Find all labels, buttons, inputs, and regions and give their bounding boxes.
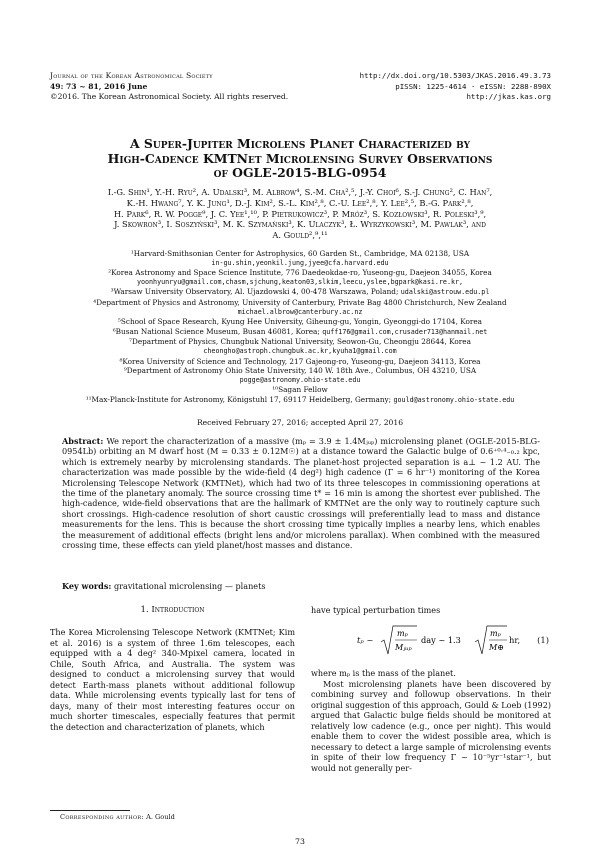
affiliation-item: ⁶Busan National Science Museum, Busan 46081, Korea; quff176@gmail.com,crusader713@hanmail.net [112, 326, 488, 336]
affiliation-item: ²Korea Astronomy and Space Science Institute, 776 Daedeokdae-ro, Yuseong-gu, Daejeon 34055, Korea [108, 268, 492, 278]
equation-lhs: tₚ ~ [357, 635, 374, 645]
frac1-numerator: mₚ [397, 629, 408, 638]
authors-line-1: I.-G. Shin¹, Y.-H. Ryu², A. Udalski³, M. Albrow⁴, S.-M. Cha²,⁵, J.-Y. Choi⁶, S.-J. Chung², C. Han⁷, [107, 187, 493, 197]
journal-identifiers [360, 71, 551, 103]
affiliation-item: ⁴Department of Physics and Astronomy, University of Canterbury, Private Bag 4800 Christchurch, New Zealand [93, 297, 507, 307]
authors-line-2: K.-H. Hwang⁷, Y. K. Jung¹, D.-J. Kim², S.-L. Kim²,⁸, C.-U. Lee²,⁸, Y. Lee²,⁵, B.-G. Park²,⁸, [126, 197, 474, 208]
journal-name: Journal of the Korean Astronomical Society [50, 71, 213, 80]
equation-number: (1) [537, 635, 549, 645]
affiliation-item: ⁷Department of Physics, Chungbuk National University, Seowon-Gu, Cheongju 28644, Korea [129, 337, 471, 347]
equation-body [311, 620, 511, 664]
abstract-text: We report the characterization of a massive (mₚ = 3.9 ± 1.4Mⱼᵤₚ) microlensing planet (OGLE-2015-BLG-0954Lb) orbiting an M dwarf host (M = 0.33 ± 0.12M☉) at a distance toward the Galactic bulge of 0.6⁺⁰·⁴₋₀.₂ kpc, which is extremely nearby by microlensing standards. The planet-host projected separation is a⊥ ~ 1.2 AU. The characterization was made possible by the wide-field (4 deg²) high cadence (Γ = 6 hr⁻¹) monitoring of the Korea Microlensing Telescope Network (KMTNet), which had two of its three telescopes in commissioning operations at the time of the planetary anomaly. The source crossing time t* = 16 min is among the shortest ever published. The high-cadence, wide-field observations that are the hallmark of KMTNet are the only way to routinely capture such short crossings. High-cadence resolution of short caustic crossings will preferentially lead to mass and distance measurements for the lens. This is because the short crossing time typically implies a nearby lens, which enables the measurement of additional effects (bright lens and/or microlens parallax). When combined with the measured crossing time, these effects can yield planet/host masses and distance. [62, 436, 541, 551]
title-line-3: of OGLE-2015-BLG-0954 [213, 165, 387, 181]
keywords-text: gravitational microlensing — planets [113, 581, 266, 591]
abstract [62, 436, 540, 550]
journal-header [50, 71, 288, 103]
abstract-label: Abstract: [62, 436, 104, 446]
frac2-numerator: mₚ [490, 629, 501, 638]
paper-title [40, 137, 560, 181]
intro-right-top: have typical perturbation times [311, 605, 441, 615]
equation-1 [311, 620, 551, 664]
page-number: 73 [295, 837, 305, 846]
authors-line-5: A. Gould²,⁹,¹¹ [272, 230, 328, 241]
footnote-label: Corresponding author: [60, 813, 144, 821]
affiliation-list [48, 249, 552, 406]
affiliation-email[interactable]: cheongho@astroph.chungbuk.ac.kr,kyuha1@gmail.com [203, 346, 397, 355]
section-heading: 1. Introduction [140, 605, 205, 615]
keywords [62, 581, 540, 591]
affiliation-item: ³Warsaw University Observatory, Al. Ujazdowski 4, 00-478 Warszawa, Poland; udalski@astrouw.edu.pl [110, 287, 490, 297]
survey-followup-paragraph: Most microlensing planets have been discovered by combining survey and followup observations. In their original suggestion of this approach, Gould & Loeb (1992) argued that Galactic bulge fields should be monitored at relatively low cadence (e.g., once per night). This would enable them to cover the widest possible area, which is necessary to detect a large sample of microlensing events in spite of their low frequency Γ ~ 10⁻⁵yr⁻¹star⁻¹, but would not generally per- [311, 678, 551, 773]
title-line-1: A Super-Jupiter Microlens Planet Characterized by [129, 136, 471, 151]
footnote-divider [50, 810, 130, 811]
affiliation-item: ⁸Korea University of Science and Technology, 217 Gajeong-ro, Yuseong-gu, Daejeon 34113, Korea [119, 356, 481, 366]
author-list [48, 187, 552, 241]
frac2-denominator: M⊕ [489, 643, 504, 652]
received-dates: Received February 27, 2016; accepted April 27, 2016 [196, 418, 404, 427]
affiliation-email[interactable]: gould@astronomy.ohio-state.edu [393, 395, 515, 404]
affiliation-item: ¹⁰Sagan Fellow [272, 385, 328, 395]
affiliation-item: ¹Harvard-Smithsonian Center for Astrophysics, 60 Garden St., Cambridge, MA 02138, USA [130, 249, 470, 258]
doi-link[interactable]: http://dx.doi.org/10.5303/JKAS.2016.49.3.73 [359, 71, 551, 80]
after-equation-line: where mₚ is the mass of the planet. [311, 668, 456, 678]
affiliation-item: ⁹Department of Astronomy Ohio State University, 140 W. 18th Ave., Columbus, OH 43210, USA [123, 366, 477, 376]
affiliation-item: ⁵School of Space Research, Kyung Hee University, Giheung-gu, Yongin, Gyeonggi-do 17104, Korea [117, 317, 483, 327]
affiliation-email[interactable]: udalski@astrouw.edu.pl [400, 288, 490, 297]
journal-url-link[interactable]: http://jkas.kas.org [466, 92, 551, 102]
authors-line-4: J. Skowron³, I. Soszyński³, M. K. Szymański³, K. Ulaczyk³, Ł. Wyrzykowski³, M. Pawlak³, and [114, 219, 486, 230]
copyright-line: ©2016. The Korean Astronomical Society. All rights reserved. [50, 92, 289, 102]
frac1-denominator: Mⱼᵤₚ [395, 643, 412, 652]
affiliation-email[interactable]: quff176@gmail.com,crusader713@hanmail.net [322, 327, 488, 336]
equation-unit-2: hr, [509, 635, 521, 645]
volume-line: 49: 73 ~ 81, 2016 June [50, 81, 148, 91]
affiliation-email[interactable]: in-gu.shin,yeonkil.jung,jyee@cfa.harvard.edu [211, 258, 389, 267]
title-line-2: High-Cadence KMTNet Microlensing Survey Observations [107, 150, 493, 166]
equation-unit-1: day ~ 1.3 [421, 635, 461, 645]
footnote-name: A. Gould [146, 813, 175, 821]
corresponding-author-footnote [60, 813, 175, 821]
intro-paragraph-left: The Korea Microlensing Telescope Network (KMTNet; Kim et al. 2016) is a system of three 1.6m telescopes, each equipped with a 4 deg² 340-Mpixel camera, located in Chile, South Africa, and Australia. The system was designed to conduct a microlensing survey that would detect Earth-mass planets without additional followup data. While microlensing events typically last for tens of days, many of their most interesting features occur on much shorter timescales, especially features that permit the detection and characterization of planets, which [50, 627, 295, 732]
issn-line: pISSN: 1225-4614 · eISSN: 2288-890X [395, 81, 551, 91]
keywords-label: Key words: [62, 581, 112, 591]
affiliation-email[interactable]: michael.albrow@canterbury.ac.nz [237, 307, 363, 316]
affiliation-email[interactable]: pogge@astronomy.ohio-state.edu [239, 375, 361, 384]
affiliation-email[interactable]: yoonhyunryu@gmail.com,chasm,sjchung,keaton03,slkim,leecu,yslee,bgpark@kasi.re.kr, [136, 277, 464, 286]
authors-line-3: H. Park⁶, R. W. Pogge⁹, J. C. Yee¹,¹⁰, P. Pietrukowicz³, P. Mróz³, S. Kozłowski³, R. Poleski³,⁹, [113, 208, 487, 219]
intro-paragraph-right [311, 668, 551, 773]
affiliation-item: ¹¹Max-Planck-Institute for Astronomy, Königstuhl 17, 69117 Heidelberg, Germany; gould@astronomy.ohio-state.edu [85, 394, 515, 404]
